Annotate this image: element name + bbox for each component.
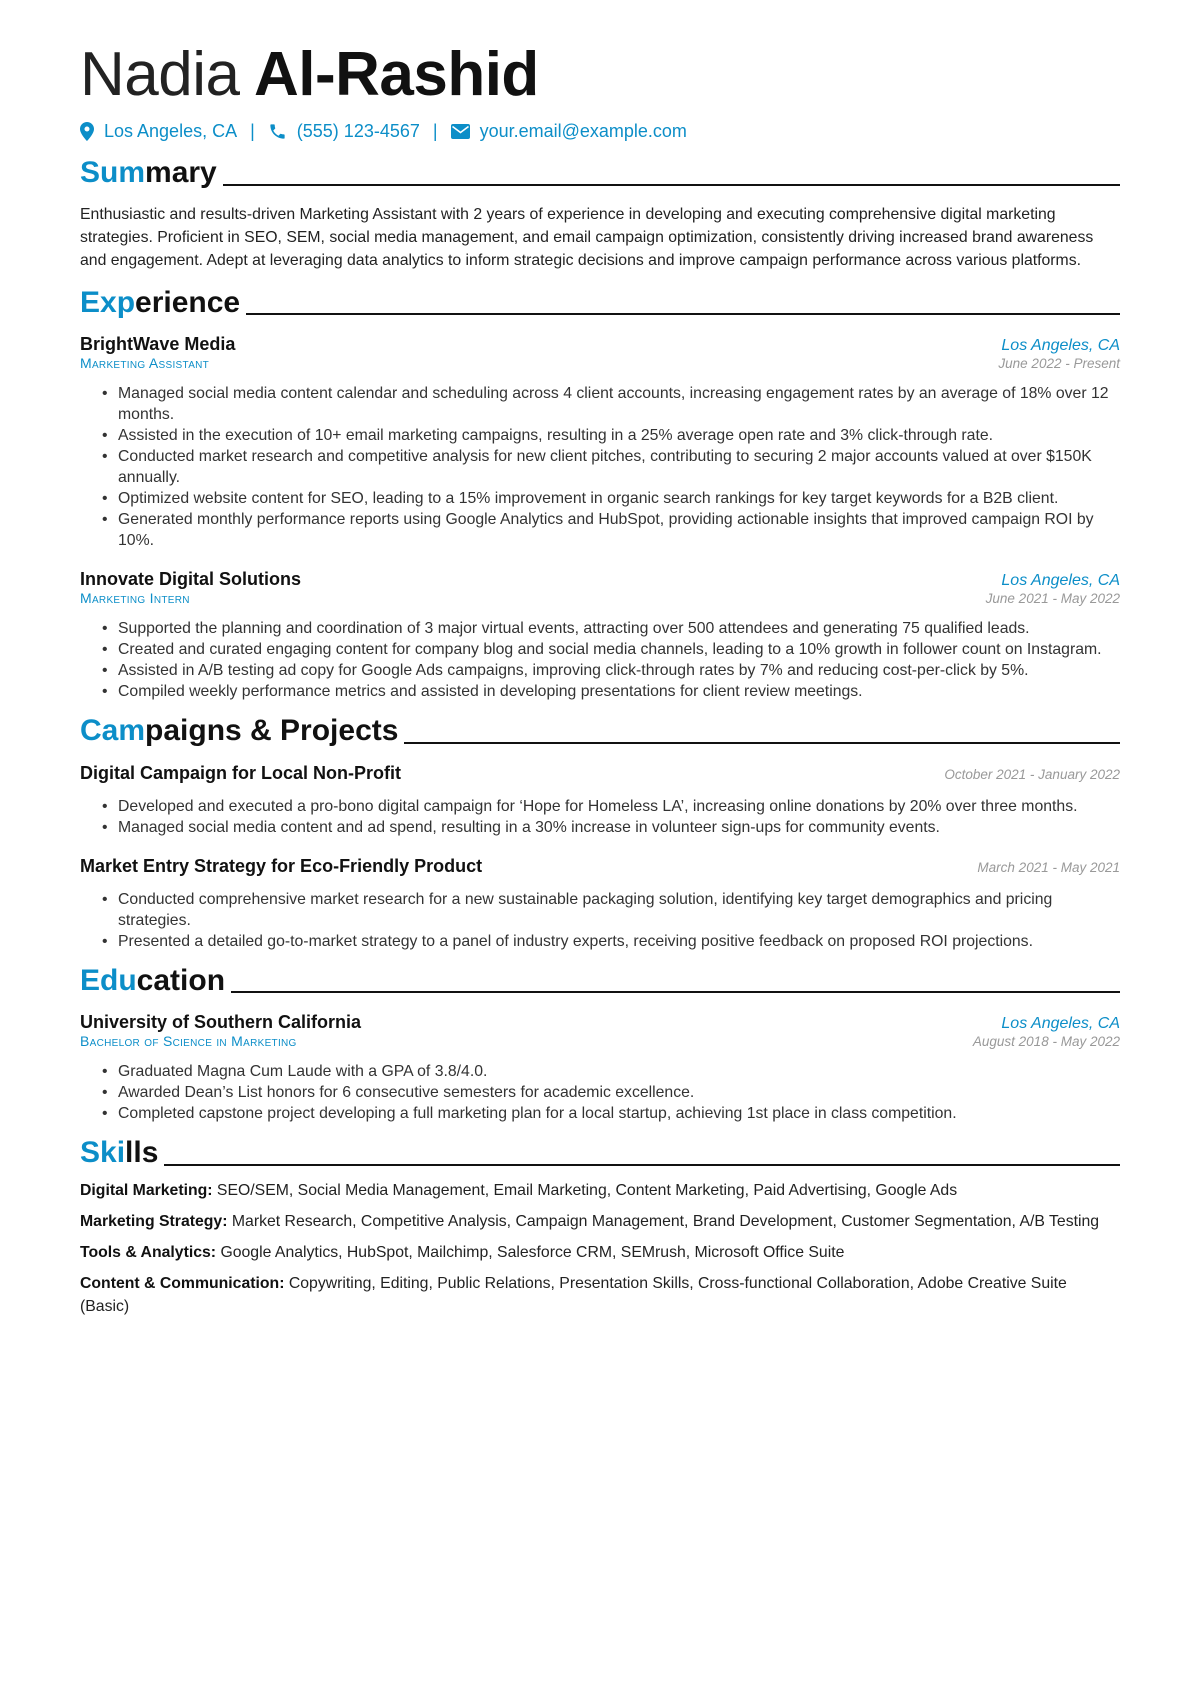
project-dates: October 2021 - January 2022 (944, 766, 1120, 782)
section-rule (246, 313, 1120, 315)
section-rule (164, 1164, 1120, 1166)
skill-row (80, 1272, 1120, 1318)
list-item: • Awarded Dean’s List honors for 6 consecutive semesters for academic excellence. (118, 1082, 1120, 1103)
section-rule (231, 991, 1120, 993)
project-dates: March 2021 - May 2021 (977, 859, 1120, 875)
skill-value: Copywriting, Editing, Public Relations, Presentation Skills, Cross-functional Collaboration, Adobe Creative Suite (Basic) (80, 1274, 1067, 1315)
degree: Bachelor of Science in Marketing (80, 1033, 297, 1050)
section-title: Skills (80, 1136, 159, 1170)
job-location: Los Angeles, CA (1001, 337, 1120, 355)
list-item: • Compiled weekly performance metrics and assisted in developing presentations for client review meetings. (118, 681, 1120, 702)
job-dates: June 2022 - Present (998, 356, 1120, 372)
education-heading (80, 964, 1120, 999)
company-name: Innovate Digital Solutions (80, 569, 302, 590)
map-pin-icon (80, 122, 94, 141)
section-title: Summary (80, 156, 217, 190)
project-bullets (80, 889, 1120, 952)
skills-list (80, 1179, 1120, 1318)
education-entry (80, 1012, 1120, 1124)
list-item: • Developed and executed a pro-bono digital campaign for ‘Hope for Homeless LA’, increasing online donations by 20% over three months. (118, 796, 1120, 817)
list-item: • Assisted in the execution of 10+ email marketing campaigns, resulting in a 25% average open rate and 3% click-through rate. (118, 425, 1120, 446)
list-item: • Completed capstone project developing a full marketing plan for a local startup, achieving 1st place in class competition. (118, 1103, 1120, 1124)
skill-row (80, 1241, 1120, 1264)
candidate-name (80, 40, 1120, 109)
project-title: Digital Campaign for Local Non-Profit (80, 762, 402, 783)
list-item: • Optimized website content for SEO, leading to a 15% improvement in organic search rankings for key target keywords for a B2B client. (118, 488, 1120, 509)
job-title: Marketing Intern (80, 590, 190, 607)
project-bullets (80, 796, 1120, 838)
contact-separator: | (250, 121, 255, 142)
skill-value: Google Analytics, HubSpot, Mailchimp, Salesforce CRM, SEMrush, Microsoft Office Suite (220, 1243, 845, 1261)
experience-entry (80, 334, 1120, 551)
list-item: • Generated monthly performance reports using Google Analytics and HubSpot, providing actionable insights that improved campaign ROI by 10%. (118, 509, 1120, 551)
project-entry (80, 763, 1120, 838)
phone-icon (268, 122, 287, 141)
project-entry (80, 856, 1120, 952)
contact-location (80, 121, 237, 142)
contact-email[interactable] (451, 121, 687, 142)
company-name: BrightWave Media (80, 334, 236, 355)
email-text: your.email@example.com (479, 121, 687, 142)
skill-label: Marketing Strategy: (80, 1212, 228, 1230)
location-text: Los Angeles, CA (104, 121, 238, 142)
phone-text: (555) 123-4567 (296, 121, 420, 142)
section-title: Education (80, 963, 226, 997)
skills-heading (80, 1136, 1120, 1171)
list-item: • Conducted comprehensive market research for a new sustainable packaging solution, identifying key target demographics and pricing strategies. (118, 889, 1120, 931)
education-dates: August 2018 - May 2022 (972, 1034, 1120, 1050)
education-bullets (80, 1061, 1120, 1124)
summary-text: Enthusiastic and results-driven Marketing Assistant with 2 years of experience in developing and executing comprehensive digital marketing strategies. Proficient in SEO, SEM, social media management, and email campaign optimization, consistently driving increased brand awareness and engagement. Adept at leveraging data analytics to inform strategic decisions and improve campaign performance across various platforms. (80, 205, 1094, 269)
job-bullets (80, 618, 1120, 702)
school-location: Los Angeles, CA (1001, 1015, 1120, 1033)
experience-entry (80, 569, 1120, 702)
job-dates: June 2021 - May 2022 (985, 591, 1120, 607)
skill-row (80, 1210, 1120, 1233)
contact-phone[interactable] (268, 121, 420, 142)
project-title: Market Entry Strategy for Eco-Friendly Product (80, 855, 483, 876)
skill-row (80, 1179, 1120, 1202)
list-item: • Created and curated engaging content for company blog and social media channels, leading to a 10% growth in follower count on Instagram. (118, 639, 1120, 660)
skill-value: Market Research, Competitive Analysis, Campaign Management, Brand Development, Customer Segmentation, A/B Testing (231, 1212, 1100, 1230)
first-name: Nadia (80, 40, 240, 109)
job-title: Marketing Assistant (80, 355, 210, 372)
skill-label: Digital Marketing: (80, 1181, 213, 1199)
skill-label: Content & Communication: (80, 1274, 285, 1292)
section-title: Campaigns & Projects (80, 714, 399, 748)
contact-bar (80, 121, 1120, 142)
skill-label: Tools & Analytics: (80, 1243, 217, 1261)
last-name: Al-Rashid (253, 40, 539, 109)
skill-value: SEO/SEM, Social Media Management, Email Marketing, Content Marketing, Paid Advertising, Google Ads (216, 1181, 958, 1199)
job-bullets (80, 383, 1120, 551)
job-location: Los Angeles, CA (1001, 572, 1120, 590)
list-item: • Managed social media content calendar and scheduling across 4 client accounts, increasing engagement rates by an average of 18% over 12 months. (118, 383, 1120, 425)
resume-page (80, 40, 1120, 1318)
list-item: • Conducted market research and competitive analysis for new client pitches, contributing to securing 2 major accounts valued at over $150K annually. (118, 446, 1120, 488)
section-rule (223, 184, 1120, 186)
school-name: University of Southern California (80, 1012, 362, 1033)
experience-heading (80, 286, 1120, 321)
contact-separator: | (432, 121, 438, 142)
list-item: • Assisted in A/B testing ad copy for Google Ads campaigns, improving click-through rates by 7% and reducing cost-per-click by 5%. (118, 660, 1120, 681)
list-item: • Presented a detailed go-to-market strategy to a panel of industry experts, receiving positive feedback on proposed ROI projections. (118, 931, 1120, 952)
section-title: Experience (80, 285, 241, 319)
summary-heading (80, 156, 1120, 191)
projects-heading (80, 714, 1120, 749)
list-item: • Managed social media content and ad spend, resulting in a 30% increase in volunteer sign-ups for community events. (118, 817, 1120, 838)
envelope-icon (451, 124, 470, 139)
section-rule (404, 742, 1120, 744)
list-item: • Supported the planning and coordination of 3 major virtual events, attracting over 500 attendees and generating 75 qualified leads. (118, 618, 1120, 639)
list-item: • Graduated Magna Cum Laude with a GPA of 3.8/4.0. (118, 1061, 1120, 1082)
